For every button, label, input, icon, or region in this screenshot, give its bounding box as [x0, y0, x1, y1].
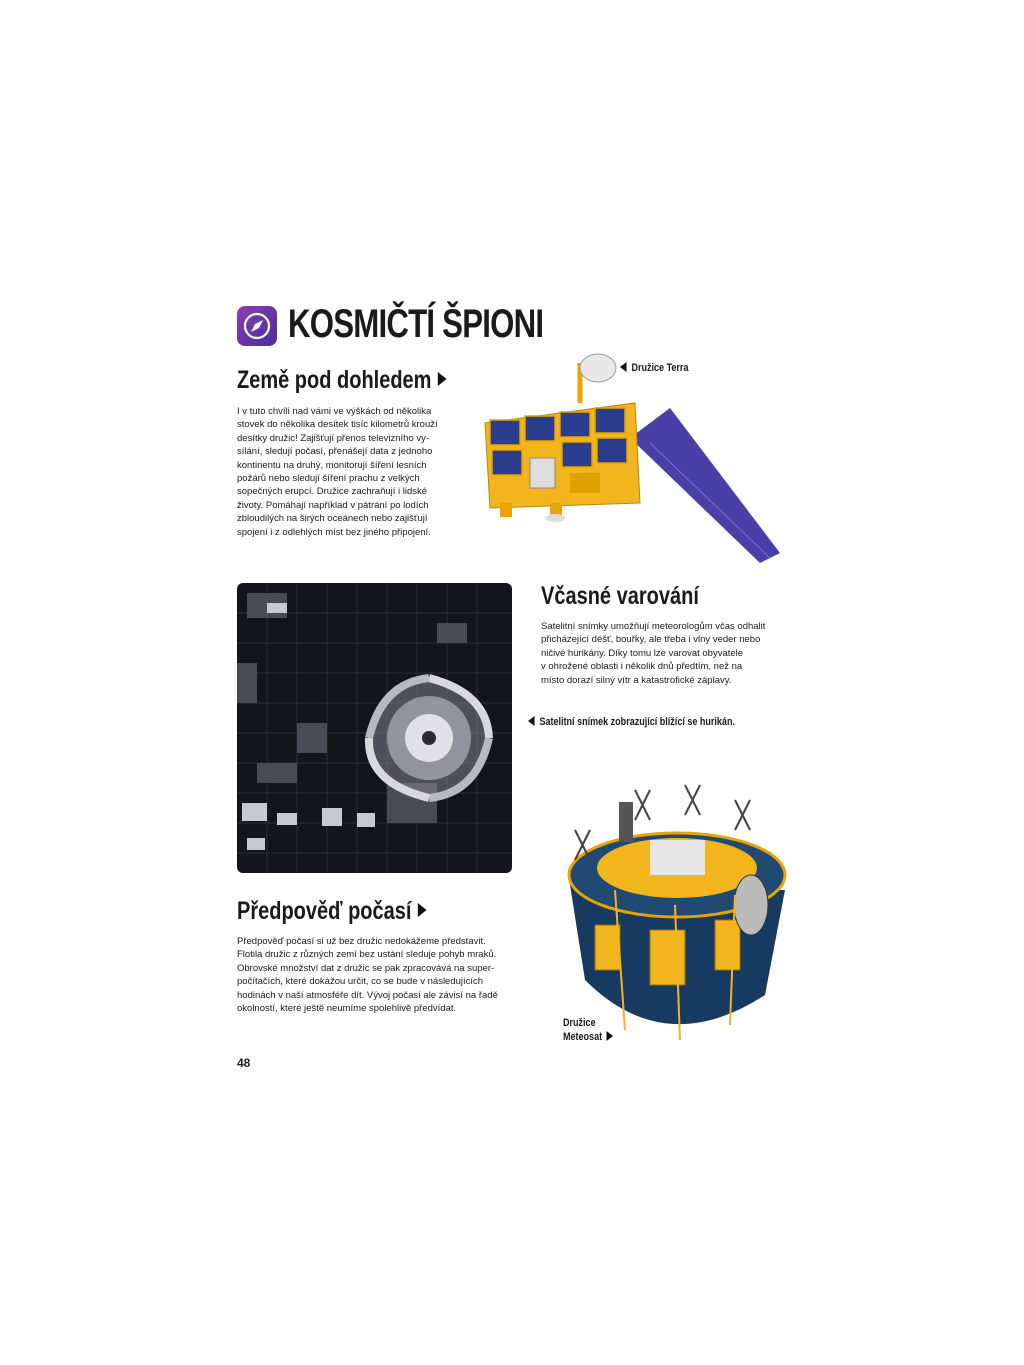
arrow-left-icon — [620, 362, 627, 372]
caption-terra: Družice Terra — [620, 362, 688, 374]
text-line: stovek do několika desítek tisíc kilometrů krouží — [237, 419, 438, 431]
section-heading-warning: Včasné varování — [541, 582, 699, 610]
arrow-right-icon — [438, 372, 447, 386]
arrow-right-icon — [418, 903, 427, 917]
text-line: ničivé hurikány. Díky tomu lze varovat obyvatele — [541, 647, 744, 659]
text-line: hodinách v naší atmosféře dít. Vývoj počasí ale závisí na řadě — [237, 989, 498, 1001]
text-line: spojení i z odlehlých míst bez jiného připojení. — [237, 526, 431, 538]
text-line: desítky družic! Zajišťují přenos televizního vy- — [237, 432, 430, 444]
arrow-left-icon — [528, 716, 535, 726]
text-line: Předpověď počasí si už bez družic nedokážeme představit. — [237, 936, 486, 947]
text-line: požárů nebo sledují šíření prachu z velkých — [237, 473, 420, 485]
section-text-forecast — [237, 935, 512, 1015]
page-title: KOSMIČTÍ ŠPIONI — [288, 302, 544, 346]
text-line: sopečných erupcí. Družice zachraňují i lidské — [237, 486, 428, 498]
text-line: zbloudilých na širých oceánech nebo zajišťují — [237, 513, 428, 525]
caption-hurricane: Satelitní snímek zobrazující blížící se hurikán. — [528, 716, 735, 728]
section-text-earth — [237, 405, 452, 539]
text-line: kontinentu na druhý, monitorují šíření lesních — [237, 459, 427, 471]
terra-satellite-illustration — [470, 348, 790, 573]
text-line: okolností, které ještě neumíme spolehlivě předvídat. — [237, 1003, 457, 1015]
text-line: počítačích, které dokážou určit, co se bude v následujících — [237, 976, 484, 988]
text-line: místo dorazí silný vítr a katastrofické záplavy. — [541, 674, 732, 686]
text-line: životy. Pomáhají například v pátrání po lodích — [237, 499, 429, 511]
text-line: v ohrožené oblasti i několik dnů předtím, než na — [541, 661, 743, 673]
section-text-warning — [541, 620, 791, 687]
text-line: Flotila družic z různých zemí bez ustání sleduje pohyb mraků. — [237, 949, 497, 961]
section-heading-forecast: Předpověď počasí — [237, 897, 427, 926]
text-line: I v tuto chvíli nad vámi ve výškách od několika — [237, 406, 432, 417]
text-line: sílání, sledují počasí, přenášejí data z jednoho — [237, 446, 433, 458]
compass-icon — [237, 306, 277, 346]
text-line: Obrovské množství dat z družic se pak zpracovává na super- — [237, 962, 495, 974]
section-heading-earth: Země pod dohledem — [237, 366, 447, 395]
arrow-right-icon — [606, 1031, 613, 1041]
text-line: Satelitní snímky umožňují meteorologům včas odhalit — [541, 621, 766, 632]
text-line: přicházející déšť, bouřky, ale třeba i vlny veder nebo — [541, 634, 761, 646]
meteosat-satellite-illustration — [555, 780, 795, 1050]
page-number: 48 — [237, 1056, 251, 1070]
hurricane-satellite-image — [237, 583, 512, 873]
caption-meteosat: Družice Meteosat — [563, 1016, 613, 1044]
